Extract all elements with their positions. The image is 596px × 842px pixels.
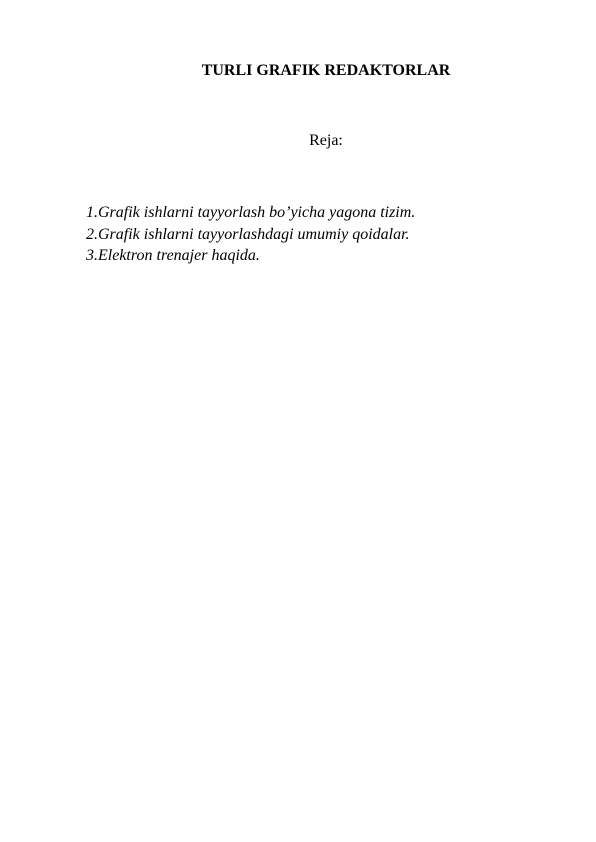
plan-heading: Reja: <box>309 132 343 149</box>
plan-item-number: 2. <box>86 225 98 243</box>
plan-item-number: 3. <box>86 247 98 264</box>
plan-list <box>86 202 415 267</box>
plan-item-text: Elektron trenajer haqida. <box>98 247 260 264</box>
plan-item <box>86 202 415 224</box>
plan-item-text: Grafik ishlarni tayyorlashdagi umumiy qoidalar. <box>98 225 410 243</box>
document-title: TURLI GRAFIK REDAKTORLAR <box>201 62 451 79</box>
plan-item-number: 1. <box>86 204 98 221</box>
plan-item <box>86 245 415 267</box>
plan-item <box>86 224 415 246</box>
plan-item-text: Grafik ishlarni tayyorlash bo’yicha yagona tizim. <box>98 204 416 221</box>
